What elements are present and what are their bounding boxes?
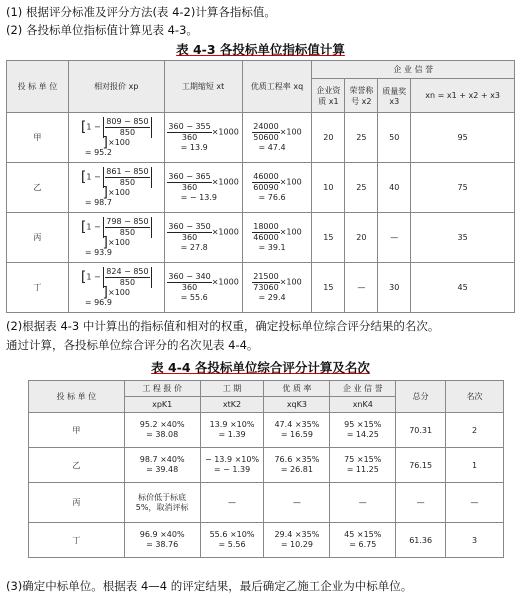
period-score-cell: 55.6 ×10% = 5.56: [200, 523, 264, 558]
table-row: [7, 263, 515, 313]
credit-sum-cell: 45: [411, 263, 515, 313]
unit-cell: 丙: [7, 213, 69, 263]
header-quality: 优 质 率: [264, 381, 330, 397]
relative-price-cell: [1 − $\frac{861 - 850}{850}$ ]×100 = 98.7: [68, 163, 164, 213]
total-cell: 76.15: [396, 448, 446, 483]
period-shorten-cell: $\frac{360 - 350}{360}$ ×1000 = 27.8: [164, 213, 242, 263]
period-shorten-cell: $\frac{360 - 340}{360}$ ×1000 = 55.6: [164, 263, 242, 313]
quality-score-cell: —: [264, 483, 330, 523]
credit-sum-cell: 35: [411, 213, 515, 263]
header-period-shorten: 工期缩短 xt: [164, 61, 242, 113]
credit-sum-cell: 75: [411, 163, 515, 213]
header-period: 工 期: [200, 381, 264, 397]
quality-rate-cell: $\frac{21500}{73060}$ ×100 = 29.4: [242, 263, 312, 313]
quality-award-cell: —: [378, 213, 411, 263]
header-total: 总分: [396, 381, 446, 413]
header-relative-price: 相对报价 xp: [68, 61, 164, 113]
honor-cell: 20: [345, 213, 378, 263]
price-score-cell: 98.7 ×40% = 39.48: [124, 448, 200, 483]
footer-text: (3)确定中标单位。根据表 4—4 的评定结果，最后确定乙施工企业为中标单位。: [6, 579, 413, 593]
disqualified-note-cell: 标价低于标底 5%，取消评标: [124, 483, 200, 523]
quality-rate-cell: $\frac{24000}{50600}$ ×100 = 47.4: [242, 113, 312, 163]
unit-cell: 丁: [29, 523, 125, 558]
intro-line-1: (1) 根据评分标准及评分方法(表 4-2)计算各指标值。: [6, 5, 276, 19]
credit-score-cell: 45 ×15% = 6.75: [330, 523, 396, 558]
total-cell: —: [396, 483, 446, 523]
qualification-cell: 15: [312, 263, 345, 313]
period-shorten-cell: $\frac{360 - 365}{360}$ ×1000 = − 13.9: [164, 163, 242, 213]
unit-cell: 甲: [29, 413, 125, 448]
rank-cell: —: [446, 483, 504, 523]
table-row: [29, 413, 504, 448]
header-quality-award: 质量奖 x3: [378, 79, 411, 113]
total-cell: 61.36: [396, 523, 446, 558]
header-sum-formula: xn = x1 + x2 + x3: [411, 79, 515, 113]
table-4-3-title: 表 4-3 各投标单位指标值计算: [176, 42, 345, 57]
unit-cell: 丁: [7, 263, 69, 313]
quality-score-cell: 29.4 ×35% = 10.29: [264, 523, 330, 558]
header-k1: xpK1: [124, 397, 200, 413]
quality-rate-cell: $\frac{18000}{46000}$ ×100 = 39.1: [242, 213, 312, 263]
relative-price-cell: [1 − $\frac{824 - 850}{850}$ ]×100 = 96.9: [68, 263, 164, 313]
quality-score-cell: 47.4 ×35% = 16.59: [264, 413, 330, 448]
price-score-cell: 95.2 ×40% = 38.08: [124, 413, 200, 448]
header-k2: xtK2: [200, 397, 264, 413]
table-row: [29, 448, 504, 483]
total-cell: 70.31: [396, 413, 446, 448]
honor-cell: 25: [345, 163, 378, 213]
quality-award-cell: 30: [378, 263, 411, 313]
intro-line-2: (2) 各投标单位指标值计算见表 4-3。: [6, 23, 198, 37]
table-4-4: [28, 380, 504, 558]
table-row: [7, 163, 515, 213]
quality-score-cell: 76.6 ×35% = 26.81: [264, 448, 330, 483]
quality-rate-cell: $\frac{46000}{60090}$ ×100 = 76.6: [242, 163, 312, 213]
relative-price-cell: [1 − $\frac{798 - 850}{850}$ ]×100 = 93.9: [68, 213, 164, 263]
credit-score-cell: —: [330, 483, 396, 523]
header-quality-rate: 优质工程率 xq: [242, 61, 312, 113]
period-score-cell: —: [200, 483, 264, 523]
unit-cell: 丙: [29, 483, 125, 523]
header-credit: 企 业 信 誉: [330, 381, 396, 397]
credit-score-cell: 75 ×15% = 11.25: [330, 448, 396, 483]
relative-price-cell: [1 − $\frac{809 - 850}{850}$ ]×100 = 95.2: [68, 113, 164, 163]
middle-line-1: (2)根据表 4-3 中计算出的指标值和相对的权重，确定投标单位综合评分结果的名次。: [6, 319, 440, 333]
header-unit: 投 标 单 位: [29, 381, 125, 413]
rank-cell: 3: [446, 523, 504, 558]
header-qualification: 企业资质 x1: [312, 79, 345, 113]
table-row: [7, 213, 515, 263]
credit-sum-cell: 95: [411, 113, 515, 163]
rank-cell: 2: [446, 413, 504, 448]
header-unit: 投 标 单 位: [7, 61, 69, 113]
header-price: 工 程 报 价: [124, 381, 200, 397]
table-row: [29, 483, 504, 523]
header-honor: 荣誉称号 x2: [345, 79, 378, 113]
header-k3: xqK3: [264, 397, 330, 413]
unit-cell: 甲: [7, 113, 69, 163]
credit-score-cell: 95 ×15% = 14.25: [330, 413, 396, 448]
rank-cell: 1: [446, 448, 504, 483]
header-credit: 企 业 信 誉: [312, 61, 515, 79]
header-rank: 名次: [446, 381, 504, 413]
quality-award-cell: 50: [378, 113, 411, 163]
honor-cell: 25: [345, 113, 378, 163]
quality-award-cell: 40: [378, 163, 411, 213]
middle-line-2: 通过计算，各投标单位综合评分的名次见表 4-4。: [6, 338, 259, 352]
table-row: [7, 113, 515, 163]
period-score-cell: − 13.9 ×10% = − 1.39: [200, 448, 264, 483]
qualification-cell: 10: [312, 163, 345, 213]
period-shorten-cell: $\frac{360 - 355}{360}$ ×1000 = 13.9: [164, 113, 242, 163]
price-score-cell: 96.9 ×40% = 38.76: [124, 523, 200, 558]
unit-cell: 乙: [7, 163, 69, 213]
period-score-cell: 13.9 ×10% = 1.39: [200, 413, 264, 448]
qualification-cell: 15: [312, 213, 345, 263]
table-row: [29, 523, 504, 558]
table-4-3: [6, 60, 515, 313]
table-4-4-title: 表 4-4 各投标单位综合评分计算及名次: [151, 360, 370, 375]
header-k4: xnK4: [330, 397, 396, 413]
qualification-cell: 20: [312, 113, 345, 163]
unit-cell: 乙: [29, 448, 125, 483]
honor-cell: —: [345, 263, 378, 313]
